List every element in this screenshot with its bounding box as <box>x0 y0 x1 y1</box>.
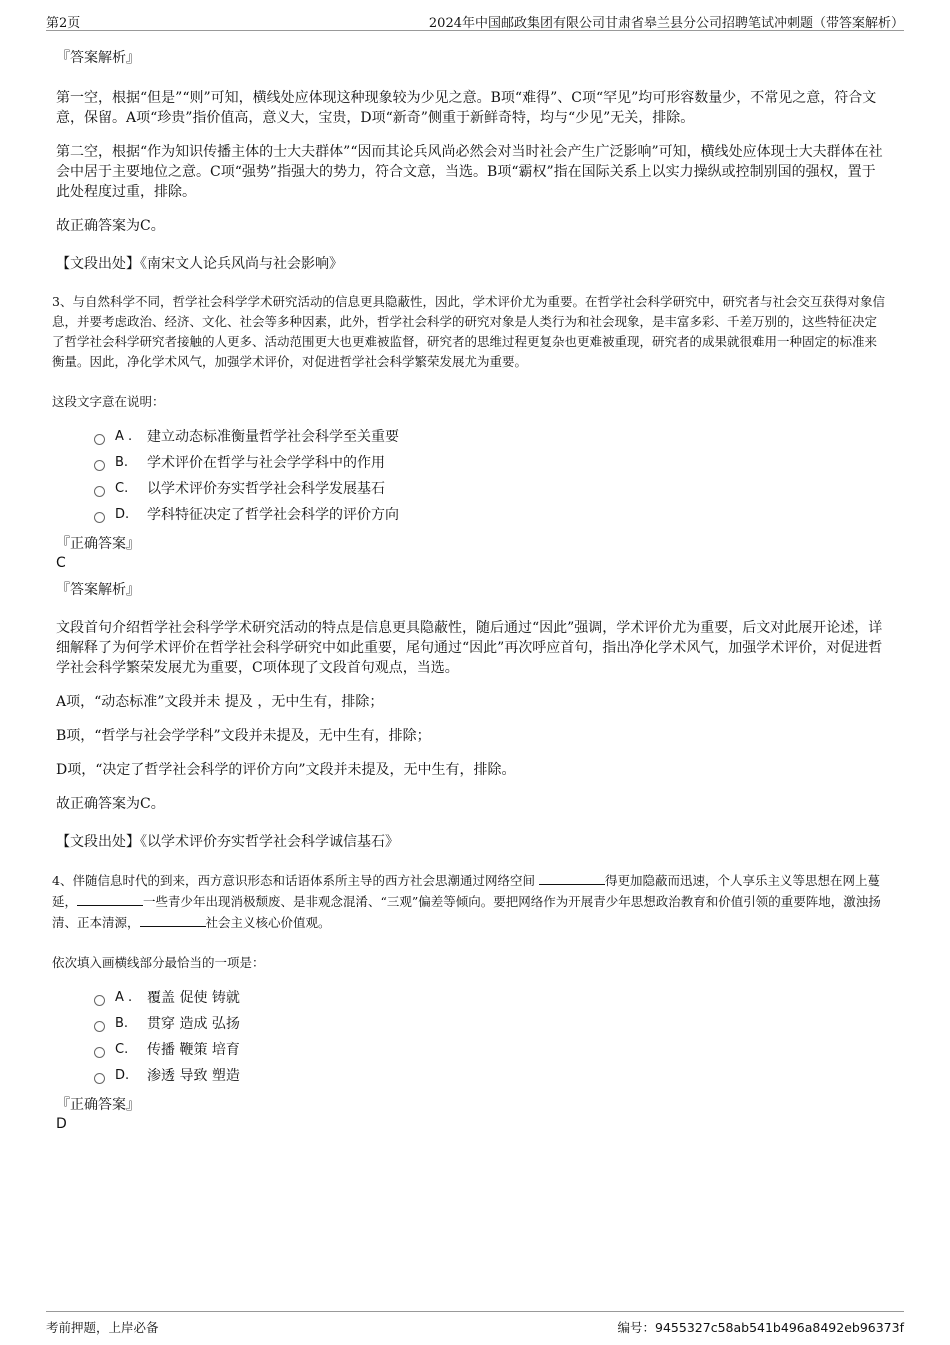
q3-answer: C <box>56 555 66 571</box>
q3-analysis-label: 『答案解析』 <box>56 582 140 598</box>
q3-conclusion: 故正确答案为C。 <box>56 796 165 812</box>
radio-icon[interactable] <box>94 1021 105 1032</box>
q3-option-d[interactable]: D. 学科特征决定了哲学社会科学的评价方向 <box>94 502 888 528</box>
radio-icon[interactable] <box>94 460 105 471</box>
document-title: 2024年中国邮政集团有限公司甘肃省皋兰县分公司招聘笔试冲刺题（带答案解析） <box>428 16 904 31</box>
radio-icon[interactable] <box>94 1073 105 1084</box>
q2-analysis-label: 『答案解析』 <box>56 50 140 66</box>
q3-note-d: D项，“决定了哲学社会科学的评价方向”文段并未提及，无中生有，排除。 <box>56 762 516 778</box>
fill-blank-1 <box>539 870 605 885</box>
q2-analysis-p2: 第二空，根据“作为知识传播主体的士大夫群体”“因而其论兵风尚必然会对当时社会产生广泛影响”可知，横线处应体现士大夫群体在社会中居于主要地位之意。C项“强势”指强大的势力，符合文意，当选。B项“霸权”指在国际关系上以实力操纵或控制别国的强权，置于此处程度过重，排除。 <box>56 144 883 200</box>
radio-icon[interactable] <box>94 995 105 1006</box>
q4-option-b[interactable]: B. 贯穿 造成 弘扬 <box>94 1011 888 1037</box>
q4-option-a[interactable]: A . 覆盖 促使 铸就 <box>94 985 888 1011</box>
q3-note-b: B项，“哲学与社会学学科”文段并未提及，无中生有，排除； <box>56 728 431 744</box>
fill-blank-3 <box>140 912 206 927</box>
radio-icon[interactable] <box>94 434 105 445</box>
q2-source: 【文段出处】《南宋文人论兵风尚与社会影响》 <box>56 256 343 272</box>
page-number: 第2页 <box>46 16 81 31</box>
footer-id: 编号：9455327c58ab541b496a8492eb96373f <box>617 1320 904 1335</box>
q3-source: 【文段出处】《以学术评价夯实哲学社会科学诚信基石》 <box>56 834 399 850</box>
document-code: 9455327c58ab541b496a8492eb96373f <box>655 1320 904 1335</box>
q3-answer-label: 『正确答案』 <box>56 536 140 552</box>
q3-stem: 3、与自然科学不同，哲学社会科学学术研究活动的信息更具隐蔽性，因此，学术评价尤为重要。在哲学社会科学研究中，研究者与社会交互获得对象信息，并要考虑政治、经济、文化、社会等多种因素，此外，哲学社会科学的研究对象是人类行为和社会现象，是丰富多彩、千差万别的，这些特征决定了哲学社会科学研究者接触的人更多、活动范围更大也更难被监督，研究者的思维过程更复杂也更难被重现，研究者的成果就很难用一种固定的标准来衡量。因此，净化学术风气，加强学术评价，对促进哲学社会科学繁荣发展尤为重要。 <box>52 294 885 369</box>
radio-icon[interactable] <box>94 1047 105 1058</box>
content-area <box>52 38 888 1133</box>
q3-options <box>94 424 888 528</box>
q4-answer: D <box>56 1116 67 1132</box>
q3-analysis: 文段首句介绍哲学社会科学学术研究活动的特点是信息更具隐蔽性，随后通过“因此”强调，学术评价尤为重要，后文对此展开论述，详细解释了为何学术评价在哲学社会科学研究中如此重要，尾句通过“因此”再次呼应首句，指出净化学术风气，加强学术评价，对促进哲学社会科学繁荣发展尤为重要，C项体现了文段首句观点，当选。 <box>56 620 883 676</box>
q3-option-b[interactable]: B. 学术评价在哲学与社会学学科中的作用 <box>94 450 888 476</box>
page-footer <box>46 1311 904 1336</box>
q3-option-a[interactable]: A . 建立动态标准衡量哲学社会科学至关重要 <box>94 424 888 450</box>
footer-slogan: 考前押题，上岸必备 <box>46 1320 159 1335</box>
radio-icon[interactable] <box>94 512 105 523</box>
fill-blank-2 <box>77 891 143 906</box>
radio-icon[interactable] <box>94 486 105 497</box>
q4-options <box>94 985 888 1089</box>
q3-note-a: A项，“动态标准”文段并未 提及 ，无中生有，排除； <box>56 694 384 710</box>
q2-analysis-p1: 第一空，根据“但是”“则”可知，横线处应体现这种现象较为少见之意。B项“难得”、C项“罕见”均可形容数量少，不常见之意，符合文意，保留。A项“珍贵”指价值高，意义大，宝贵，D项“新奇”侧重于新鲜奇特，均与“少见”无关，排除。 <box>56 90 877 126</box>
q2-conclusion: 故正确答案为C。 <box>56 218 165 234</box>
q4-option-d[interactable]: D. 渗透 导致 塑造 <box>94 1063 888 1089</box>
q3-option-c[interactable]: C. 以学术评价夯实哲学社会科学发展基石 <box>94 476 888 502</box>
page-header <box>46 8 904 31</box>
q4-option-c[interactable]: C. 传播 鞭策 培育 <box>94 1037 888 1063</box>
q4-prompt: 依次填入画横线部分最恰当的一项是： <box>52 955 265 970</box>
q3-prompt: 这段文字意在说明： <box>52 394 165 409</box>
q4-answer-label: 『正确答案』 <box>56 1097 140 1113</box>
q4-stem: 4、伴随信息时代的到来，西方意识形态和话语体系所主导的西方社会思潮通过网络空间 得更加隐蔽而迅速，个人享乐主义等思想在网上蔓延， 一些青少年出现消极颓废、是非观念混淆、“三观”偏差等倾向。要把网络作为开展青少年思想政治教育和价值引领的重要阵地，激浊扬清、正本清源， 社会主义核心价值观。 <box>52 870 888 933</box>
